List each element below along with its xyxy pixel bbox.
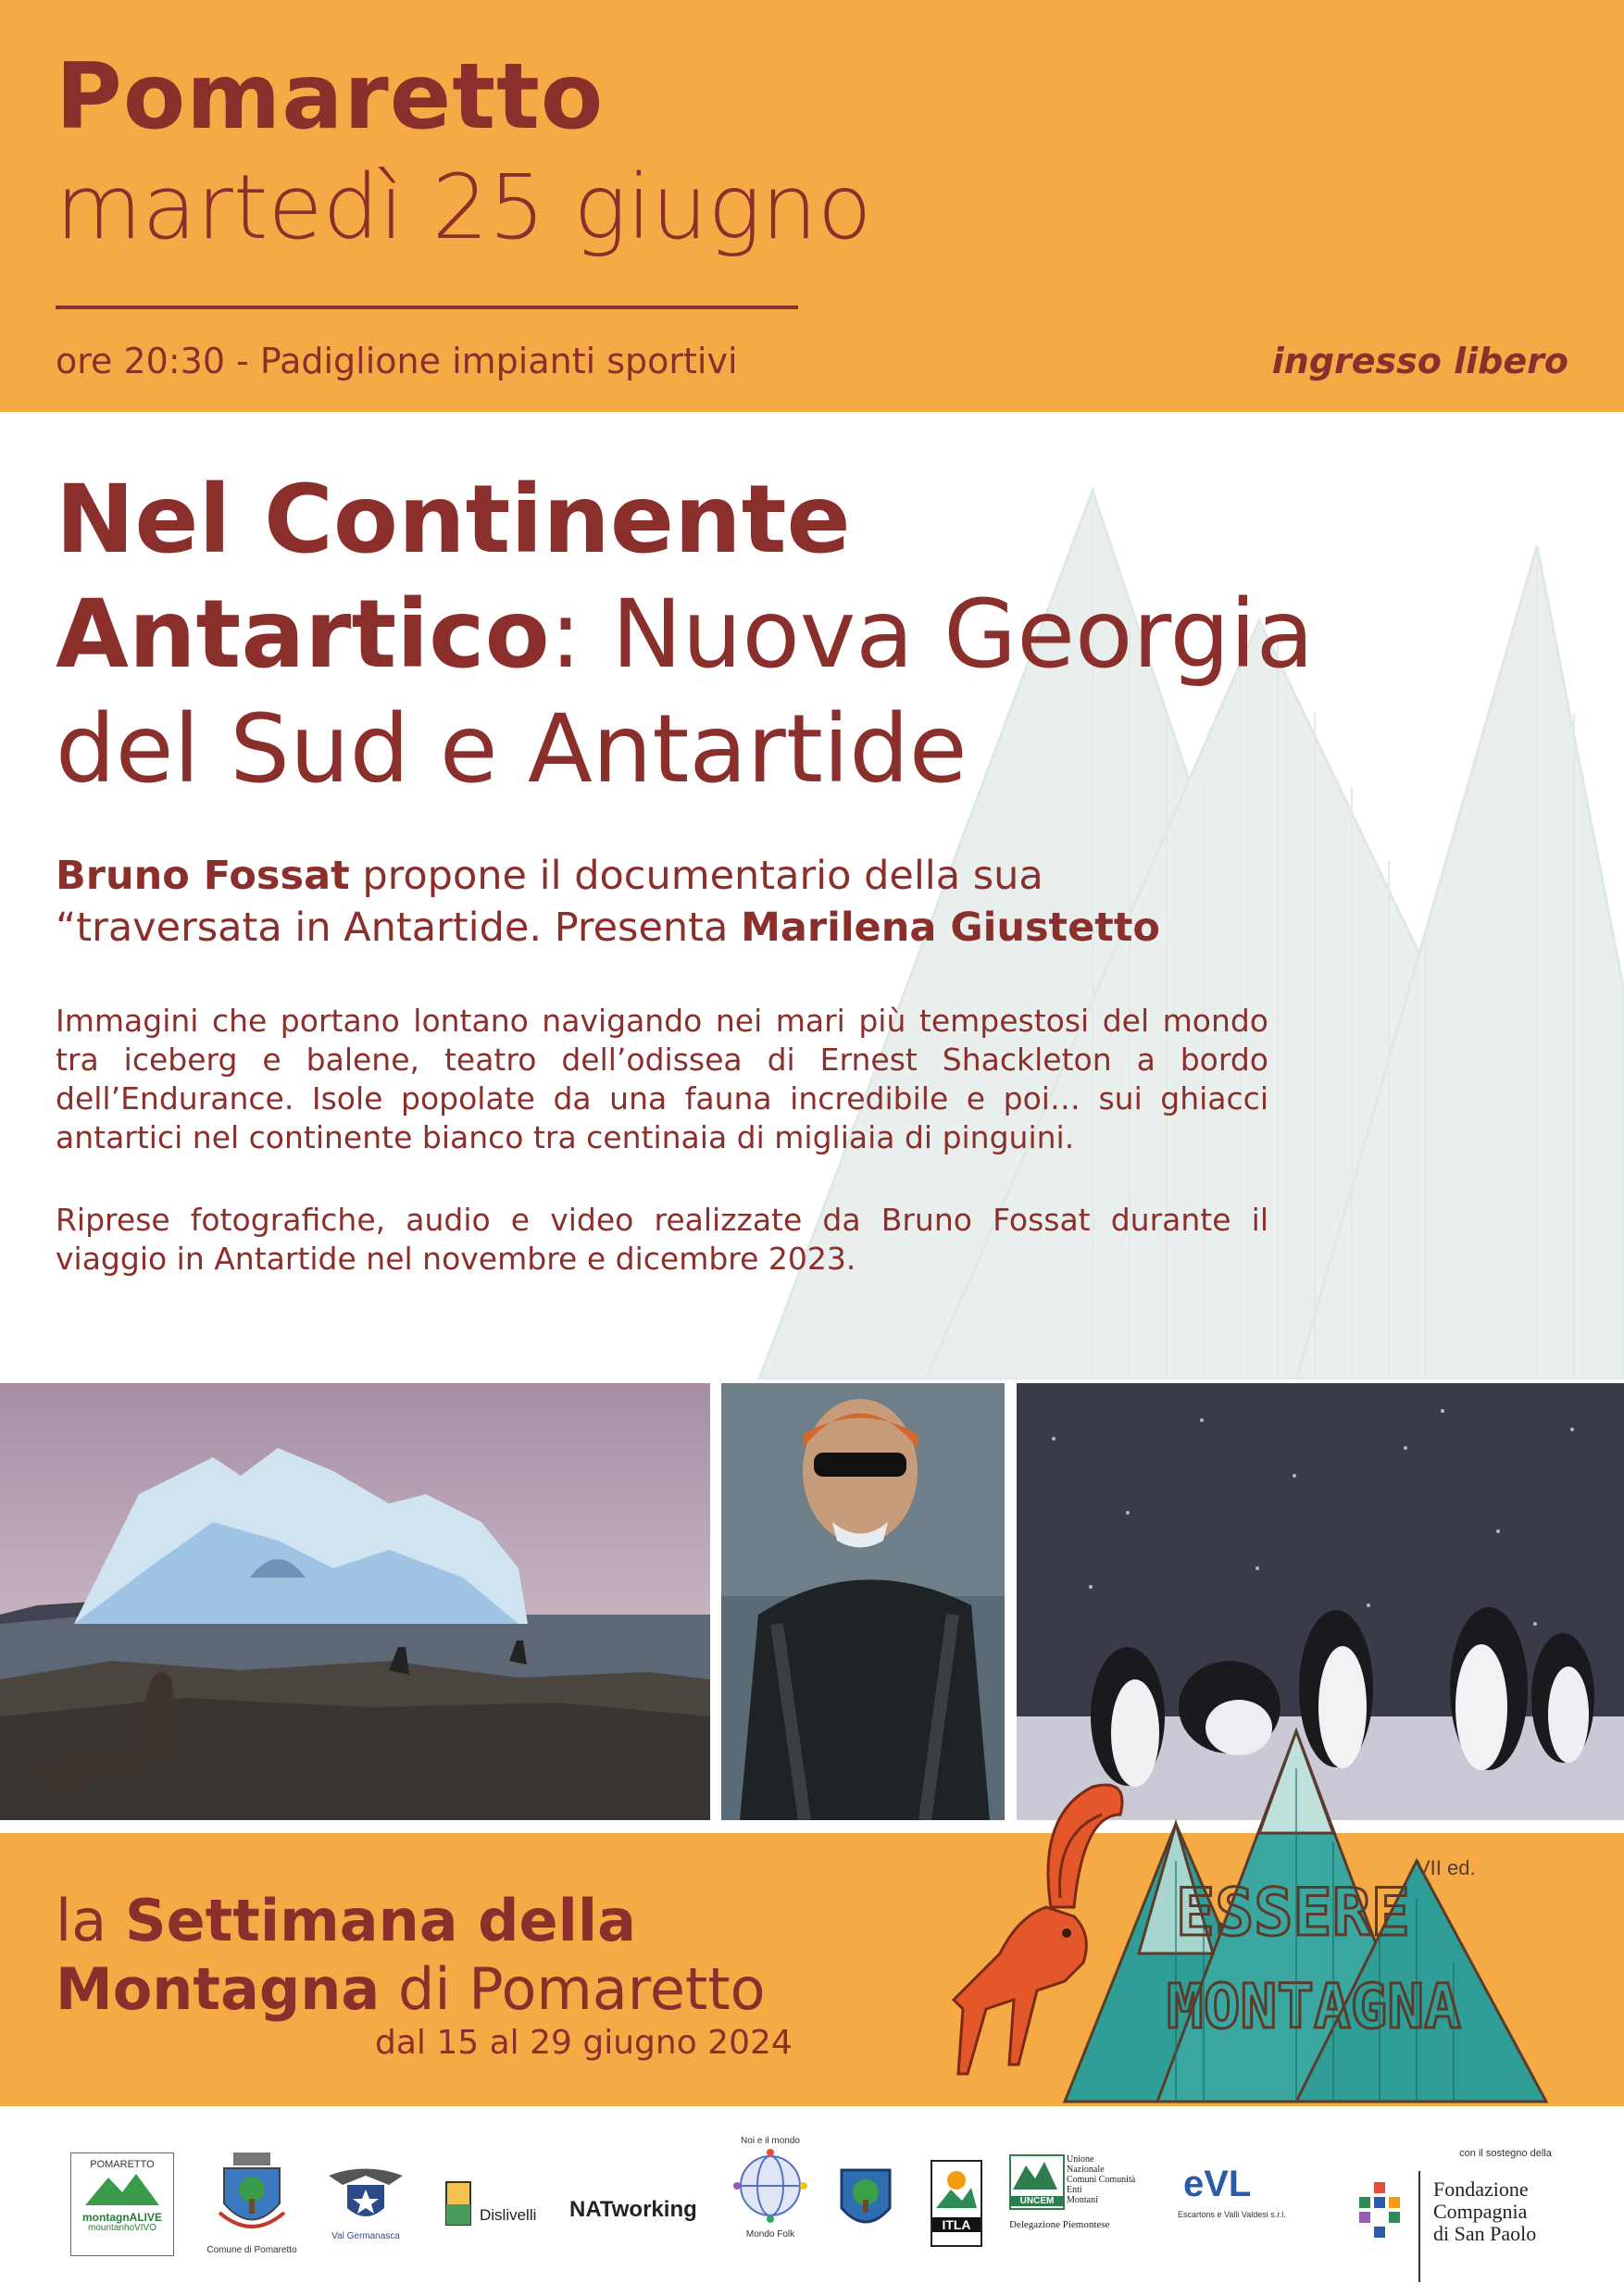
logo-edition: VII ed. <box>1417 1856 1476 1879</box>
val-germanasca-logo <box>319 2162 412 2264</box>
entry-note: ingresso libero <box>1271 341 1568 381</box>
uncem-line-1: Unione <box>1067 2154 1094 2165</box>
tree-shield-icon <box>838 2166 893 2236</box>
description-paragraph-1: Immagini che portano lontano navigando nei mari più tempestosi del mondo tra iceberg e balene, teatro dell’odissea di Ernest Shackleton a bordo dell’Endurance. Isole popolate da una fauna incredibile e poi… sui ghiacci antartici nel continente bianco tra centinaia di migliaia di pinguini. <box>56 1003 1268 1155</box>
comune-pomaretto-logo <box>206 2148 298 2268</box>
natworking-logo: NATworking <box>569 2197 697 2222</box>
valgerm-caption: Val Germanasca <box>331 2231 400 2241</box>
dislivelli-logo <box>444 2180 546 2245</box>
festival-name <box>56 1887 766 2024</box>
itla-text: ITLA <box>932 2217 981 2232</box>
montagnalive-mid-text: montagnALIVE <box>82 2211 162 2224</box>
festival-line-2-light: di Pomaretto <box>380 1955 766 2023</box>
event-title <box>56 463 1574 807</box>
essere-montagna-logo <box>898 1676 1565 2139</box>
montagnalive-bot-text: mountanhoVIVO <box>88 2223 156 2233</box>
csp-mosaic-icon <box>1357 2180 1404 2245</box>
uncem-line-3: Comuni Comunità <box>1067 2175 1136 2185</box>
logo-word-essere: ESSERE <box>1176 1875 1410 1951</box>
event-time-place: ore 20:30 - Padiglione impianti sportivi <box>56 341 738 381</box>
speaker-name: Bruno Fossat <box>56 853 350 899</box>
header-divider <box>56 306 798 309</box>
title-line-1: Nel Continente <box>56 465 851 575</box>
evl-text: eVL <box>1183 2164 1252 2204</box>
intro-line-2: “traversata in Antartide. Presenta <box>56 905 742 951</box>
intro-line-1: propone il documentario della sua <box>349 853 1043 899</box>
photo-iceberg-seal <box>0 1383 710 1820</box>
uncem-line-6: Delegazione Piemontese <box>1009 2219 1110 2230</box>
evl-logo <box>1178 2164 1317 2247</box>
festival-line-2-bold: Montagna <box>56 1955 381 2023</box>
festival-line-1-bold: Settimana della <box>124 1887 636 1954</box>
coat-of-arms-icon <box>210 2148 294 2240</box>
festival-line-1-light: la <box>56 1887 125 1954</box>
uncem-line-5: Montani <box>1067 2195 1098 2205</box>
title-line-2-light: : Nuova Georgia <box>549 580 1315 690</box>
csp-line-1: Fondazione <box>1433 2177 1529 2201</box>
globe-icon <box>731 2147 809 2225</box>
csp-divider <box>1418 2171 1420 2282</box>
comune-caption: Comune di Pomaretto <box>206 2245 297 2255</box>
uncem-badge-icon <box>1009 2154 1065 2210</box>
mondo-bot-text: Mondo Folk <box>745 2229 795 2240</box>
csp-line-2: Compagnia <box>1433 2200 1528 2223</box>
presenter-name: Marilena Giustetto <box>741 905 1160 951</box>
green-shield-logo <box>838 2166 893 2240</box>
title-line-2-bold: Antartico <box>56 580 550 690</box>
sponsor-footer <box>0 2106 1624 2296</box>
mondo-top-text: Noi e il mondo <box>741 2136 800 2146</box>
dislivelli-icon <box>444 2180 472 2227</box>
montagnalive-top-text: POMARETTO <box>90 2159 155 2170</box>
event-town: Pomaretto <box>56 44 605 150</box>
festival-dates: dal 15 al 29 giugno 2024 <box>375 2024 793 2062</box>
csp-support-text: con il sostegno della <box>1459 2148 1552 2159</box>
montagnalive-logo <box>70 2152 174 2256</box>
uncem-badge-text: UNCEM <box>1011 2196 1063 2206</box>
mondo-folk-logo <box>724 2136 817 2275</box>
title-line-3: del Sud e Antartide <box>56 694 968 805</box>
eagle-star-icon <box>324 2162 407 2227</box>
event-date: martedì 25 giugno <box>56 156 872 259</box>
mountain-icon <box>81 2170 164 2207</box>
logo-word-montagna: MONTAGNA <box>1167 1971 1461 2042</box>
intro-text <box>56 850 1315 954</box>
uncem-line-2: Nazionale <box>1067 2165 1105 2175</box>
evl-caption: Escartons e Valli Valdesi s.r.l. <box>1178 2210 1286 2219</box>
csp-name <box>1433 2178 1581 2245</box>
description-paragraph-2: Riprese fotografiche, audio e video realizzate da Bruno Fossat durante il viaggio in Antartide nel novembre e dicembre 2023. <box>56 1202 1268 1277</box>
sun-mountain-icon <box>934 2162 979 2213</box>
csp-line-3: di San Paolo <box>1433 2222 1537 2245</box>
uncem-line-4: Enti <box>1067 2185 1082 2195</box>
itla-logo <box>931 2160 982 2247</box>
dislivelli-text: Dislivelli <box>480 2206 537 2224</box>
uncem-logo <box>1009 2154 1157 2256</box>
